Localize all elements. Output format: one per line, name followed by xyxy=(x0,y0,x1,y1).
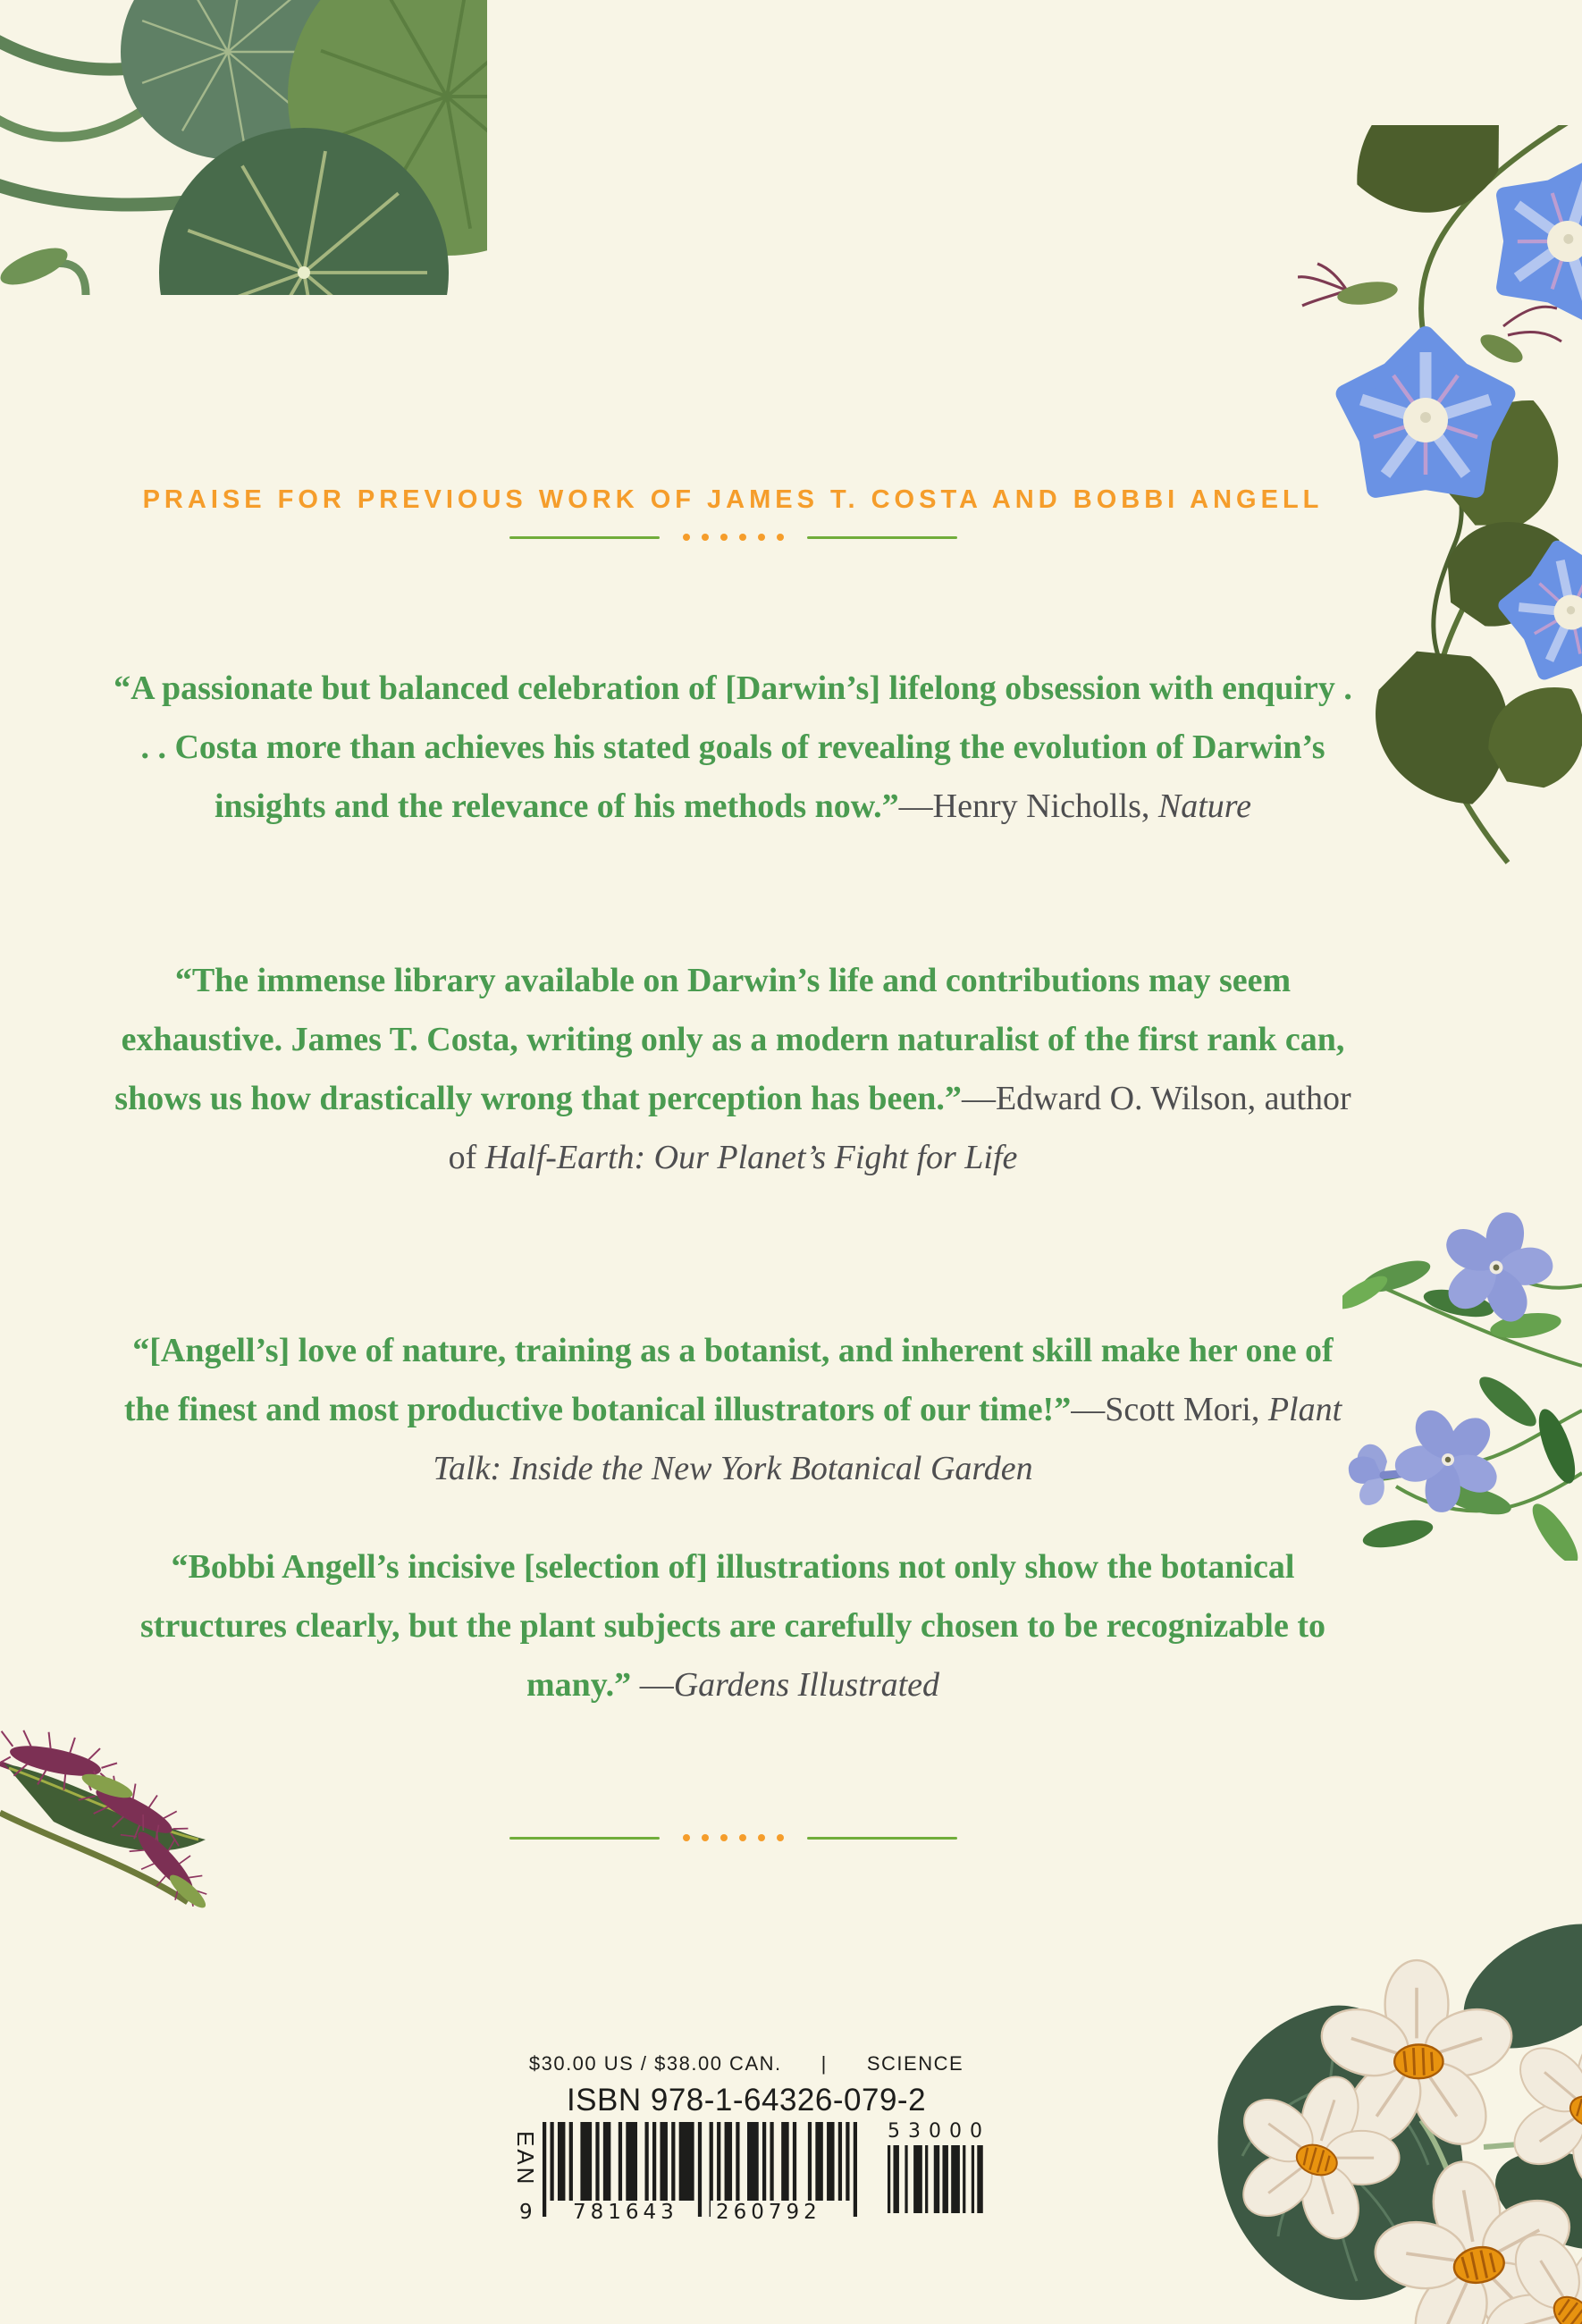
price-separator: | xyxy=(820,2052,828,2075)
supplement-bars-icon xyxy=(888,2145,986,2215)
nasturtium-leaves-illustration xyxy=(0,0,487,295)
quote-nicholls xyxy=(107,659,1359,836)
divider-dots-icon xyxy=(683,1834,784,1841)
quote-source: Nature xyxy=(1157,787,1252,825)
barcode-block xyxy=(0,2122,1493,2227)
ornament-divider-bottom xyxy=(107,1834,1359,1841)
supplement-code: 53000 xyxy=(888,2120,990,2143)
quote-text: “A passionate but balanced celebration of [Darwin’s] lifelong obsession with enquiry . . . Costa more than achieves his stated goals of revealing the evolution of Darwin’s insights and the relevance of his methods now.” xyxy=(114,669,1352,825)
footer-block xyxy=(0,2052,1493,2227)
barcode-digits xyxy=(519,2201,857,2224)
quote-gardens-illustrated xyxy=(107,1537,1359,1714)
divider-rule-left xyxy=(509,536,660,539)
quote-source: Plant Talk: Inside the New York Botanical Garden xyxy=(433,1391,1342,1487)
ornament-divider-top xyxy=(107,534,1359,541)
category-label: SCIENCE xyxy=(866,2052,964,2075)
divider-rule-right xyxy=(807,1837,957,1840)
periwinkle-illustration xyxy=(1342,1178,1582,1561)
quote-attribution: —Henry Nicholls, xyxy=(898,787,1158,825)
barcode-digit-group2: 260792 xyxy=(711,2201,827,2224)
isbn-number: ISBN 978-1-64326-079-2 xyxy=(566,2083,927,2118)
price-text: $30.00 US / $38.00 CAN. xyxy=(528,2052,782,2075)
barcode-digit-group1: 781643 xyxy=(568,2201,684,2224)
quote-source: Half-Earth: Our Planet’s Fight for Life xyxy=(484,1139,1018,1176)
quote-attribution: — xyxy=(639,1666,674,1704)
quote-mori xyxy=(107,1321,1359,1498)
barcode-digit-leading: 9 xyxy=(519,2201,537,2224)
quote-text: “[Angell’s] love of nature, training as a botanist, and inherent skill make her one of the finest and most productive botanical illustrators of our time!” xyxy=(123,1332,1334,1428)
quote-source: Gardens Illustrated xyxy=(673,1666,939,1704)
quote-wilson xyxy=(107,951,1359,1187)
divider-rule-left xyxy=(509,1837,660,1840)
spiny-buds-illustration xyxy=(0,1679,240,1918)
price-supplement-barcode xyxy=(888,2120,990,2227)
quote-attribution: —Scott Mori, xyxy=(1071,1391,1268,1428)
divider-dots-icon xyxy=(683,534,784,541)
quote-text: “The immense library available on Darwin’s life and contributions may seem exhaustive. James T. Costa, writing only as a modern naturalist of the first rank can, shows us how drastically wrong that perception has been.” xyxy=(114,962,1345,1117)
quote-text: “Bobbi Angell’s incisive [selection of] illustrations not only show the botanical structures clearly, but the plant subjects are carefully chosen to be recognizable to many.” xyxy=(140,1548,1325,1704)
ean-label: EAN xyxy=(512,2131,539,2187)
divider-rule-right xyxy=(807,536,957,539)
quote-attribution: —Edward O. Wilson, author of xyxy=(448,1080,1351,1176)
praise-header: PRAISE FOR PREVIOUS WORK OF JAMES T. COSTA AND BOBBI ANGELL xyxy=(142,485,1324,514)
price-row xyxy=(0,2052,1493,2076)
